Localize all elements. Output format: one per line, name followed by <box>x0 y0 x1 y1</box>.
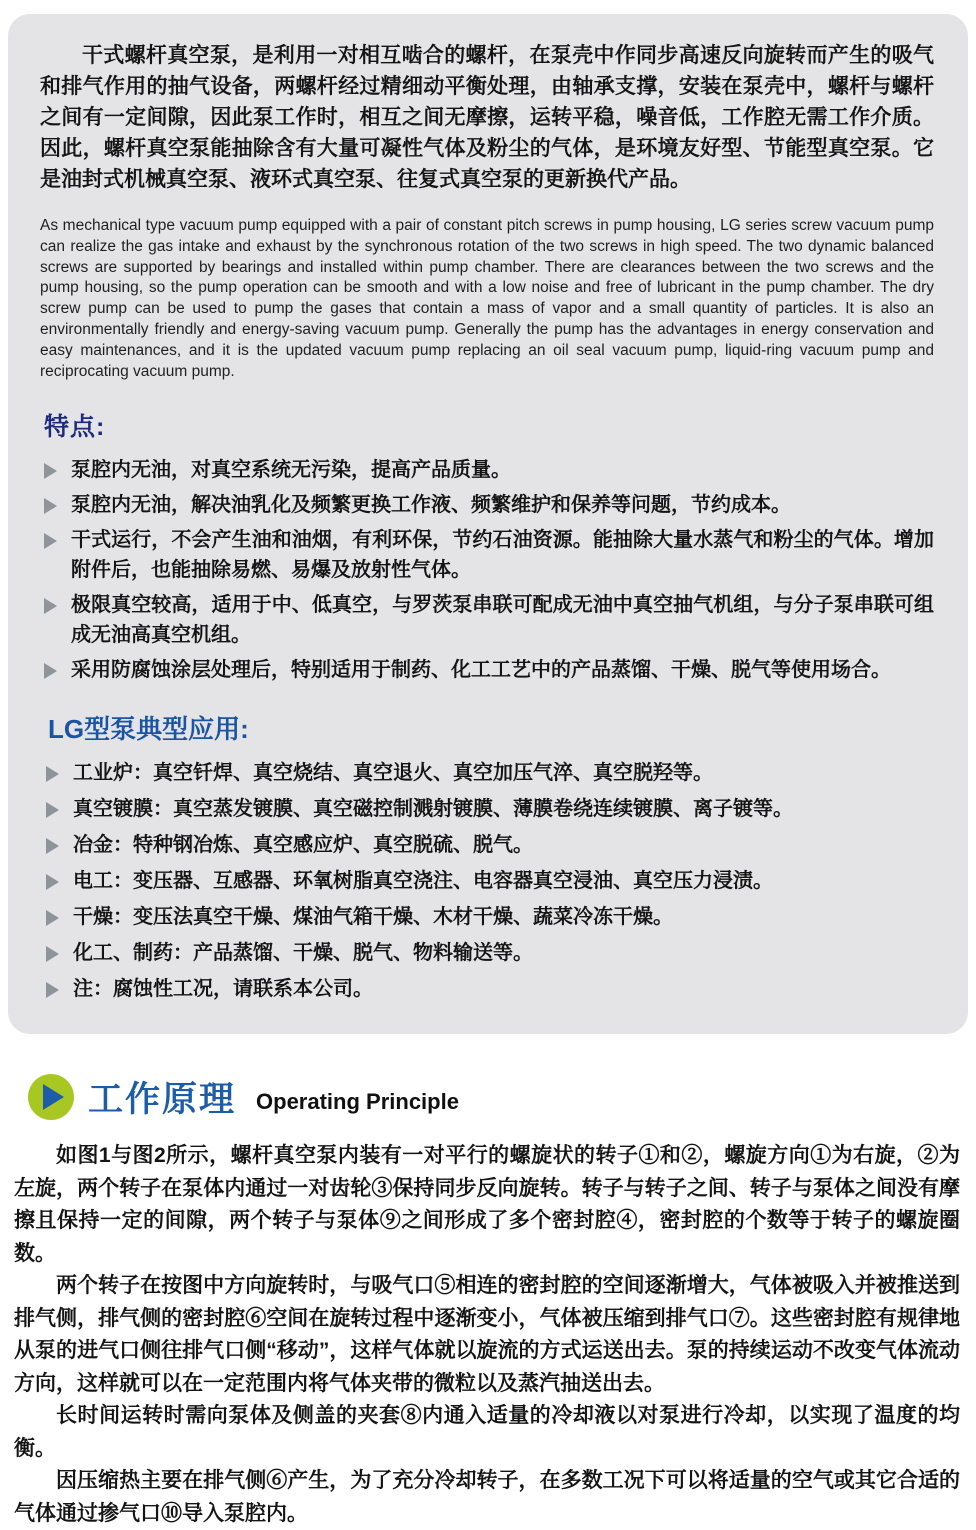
application-item <box>40 902 934 932</box>
application-item-text: 电工：变压器、互感器、环氧树脂真空浇注、电容器真空浸油、真空压力浸渍。 <box>73 870 773 893</box>
feature-item <box>40 525 934 585</box>
application-item-text: 注：腐蚀性工况，请联系本公司。 <box>73 978 373 1001</box>
triangle-bullet-icon <box>46 910 59 926</box>
feature-item-text: 采用防腐蚀涂层处理后，特别适用于制药、化工工艺中的产品蒸馏、干燥、脱气等使用场合。 <box>71 659 891 682</box>
feature-item <box>40 590 934 650</box>
triangle-bullet-icon <box>46 838 59 854</box>
triangle-bullet-icon <box>44 498 57 514</box>
feature-item <box>40 655 934 685</box>
triangle-bullet-icon <box>46 982 59 998</box>
principle-body <box>0 1140 976 1530</box>
intro-paragraph-cn: 干式螺杆真空泵，是利用一对相互啮合的螺杆，在泵壳中作同步高速反向旋转而产生的吸气和排气作用的抽气设备，两螺杆经过精细动平衡处理，由轴承支撑，安装在泵壳中，螺杆与螺杆之间有一定间隙，因此泵工作时，相互之间无摩擦，运转平稳，噪音低，工作腔无需工作介质。因此，螺杆真空泵能抽除含有大量可凝性气体及粉尘的气体，是环境友好型、节能型真空泵。它是油封式机械真空泵、液环式真空泵、往复式真空泵的更新换代产品。 <box>40 44 934 191</box>
application-item <box>40 974 934 1004</box>
triangle-bullet-icon <box>44 598 57 614</box>
feature-item <box>40 490 934 520</box>
feature-item <box>40 455 934 485</box>
principle-header <box>28 1072 976 1122</box>
application-item <box>40 938 934 968</box>
play-circle-icon <box>28 1074 74 1120</box>
triangle-bullet-icon <box>44 463 57 479</box>
application-item <box>40 794 934 824</box>
application-item-text: 工业炉：真空钎焊、真空烧结、真空退火、真空加压气淬、真空脱羟等。 <box>73 762 713 785</box>
application-item <box>40 758 934 788</box>
principle-paragraph: 因压缩热主要在排气侧⑥产生，为了充分冷却转子，在多数工况下可以将适量的空气或其它合适的气体通过掺气口⑩导入泵腔内。 <box>14 1469 960 1525</box>
intro-panel <box>8 14 968 1034</box>
principle-paragraph: 如图1与图2所示，螺杆真空泵内装有一对平行的螺旋状的转子①和②，螺旋方向①为右旋，②为左旋，两个转子在泵体内通过一对齿轮③保持同步反向旋转。转子与转子之间、转子与泵体之间没有摩擦且保持一定的间隙，两个转子与泵体⑨之间形成了多个密封腔④，密封腔的个数等于转子的螺旋圈数。 <box>14 1144 960 1265</box>
triangle-bullet-icon <box>44 663 57 679</box>
principle-paragraph: 长时间运转时需向泵体及侧盖的夹套⑧内通入适量的冷却液以对泵进行冷却，以实现了温度的均衡。 <box>14 1404 960 1460</box>
application-item-text: 冶金：特种钢冶炼、真空感应炉、真空脱硫、脱气。 <box>73 834 533 857</box>
triangle-bullet-icon <box>46 946 59 962</box>
triangle-bullet-icon <box>46 874 59 890</box>
triangle-bullet-icon <box>46 802 59 818</box>
feature-item-text: 泵腔内无油，对真空系统无污染，提高产品质量。 <box>71 459 511 482</box>
application-item-text: 真空镀膜：真空蒸发镀膜、真空磁控制溅射镀膜、薄膜卷绕连续镀膜、离子镀等。 <box>73 798 793 821</box>
triangle-bullet-icon <box>44 533 57 549</box>
application-item <box>40 830 934 860</box>
applications-list <box>40 758 934 1004</box>
principle-paragraph: 两个转子在按图中方向旋转时，与吸气口⑤相连的密封腔的空间逐渐增大，气体被吸入并被推送到排气侧，排气侧的密封腔⑥空间在旋转过程中逐渐变小，气体被压缩到排气口⑦。这些密封腔有规律地从泵的进气口侧往排气口侧“移动”，这样气体就以旋流的方式运送出去。泵的持续运动不改变气体流动方向，这样就可以在一定范围内将气体夹带的微粒以及蒸汽抽送出去。 <box>14 1274 960 1395</box>
applications-heading: LG型泵典型应用: <box>48 714 249 745</box>
triangle-bullet-icon <box>46 766 59 782</box>
principle-title-en: Operating Principle <box>256 1089 459 1115</box>
features-list <box>40 455 934 685</box>
operating-principle-section <box>0 1072 976 1530</box>
application-item <box>40 866 934 896</box>
features-heading: 特点: <box>44 413 106 442</box>
application-item-text: 干燥：变压法真空干燥、煤油气箱干燥、木材干燥、蔬菜冷冻干燥。 <box>73 906 673 929</box>
feature-item-text: 干式运行，不会产生油和油烟，有利环保，节约石油资源。能抽除大量水蒸气和粉尘的气体。增加附件后，也能抽除易燃、易爆及放射性气体。 <box>71 529 934 582</box>
intro-paragraph-en: As mechanical type vacuum pump equipped with a pair of constant pitch screws in pump housing, LG series screw vacuum pump can realize the gas intake and exhaust by the synchronous rotation of the two screws in high speed. The two dynamic balanced screws are supported by bearings and installed within pump chamber. There are clearances between the two screws and the pump housing, so the pump operation can be smooth and with a low noise and free of lubricant in the pump chamber. The dry screw pump can be used to pump the gases that contain a mass of vapor and a small quantity of particles. It is also an environmentally friendly and energy-saving vacuum pump. Generally the pump has the advantages in energy conservation and easy maintenances, and it is the updated vacuum pump replacing an oil seal vacuum pump, liquid-ring vacuum pump and reciprocating vacuum pump. <box>40 217 934 380</box>
application-item-text: 化工、制药：产品蒸馏、干燥、脱气、物料输送等。 <box>73 942 533 965</box>
principle-title-cn: 工作原理 <box>88 1080 237 1120</box>
feature-item-text: 极限真空较高，适用于中、低真空，与罗茨泵串联可配成无油中真空抽气机组，与分子泵串联可组成无油高真空机组。 <box>71 594 934 647</box>
feature-item-text: 泵腔内无油，解决油乳化及频繁更换工作液、频繁维护和保养等问题，节约成本。 <box>71 494 791 517</box>
